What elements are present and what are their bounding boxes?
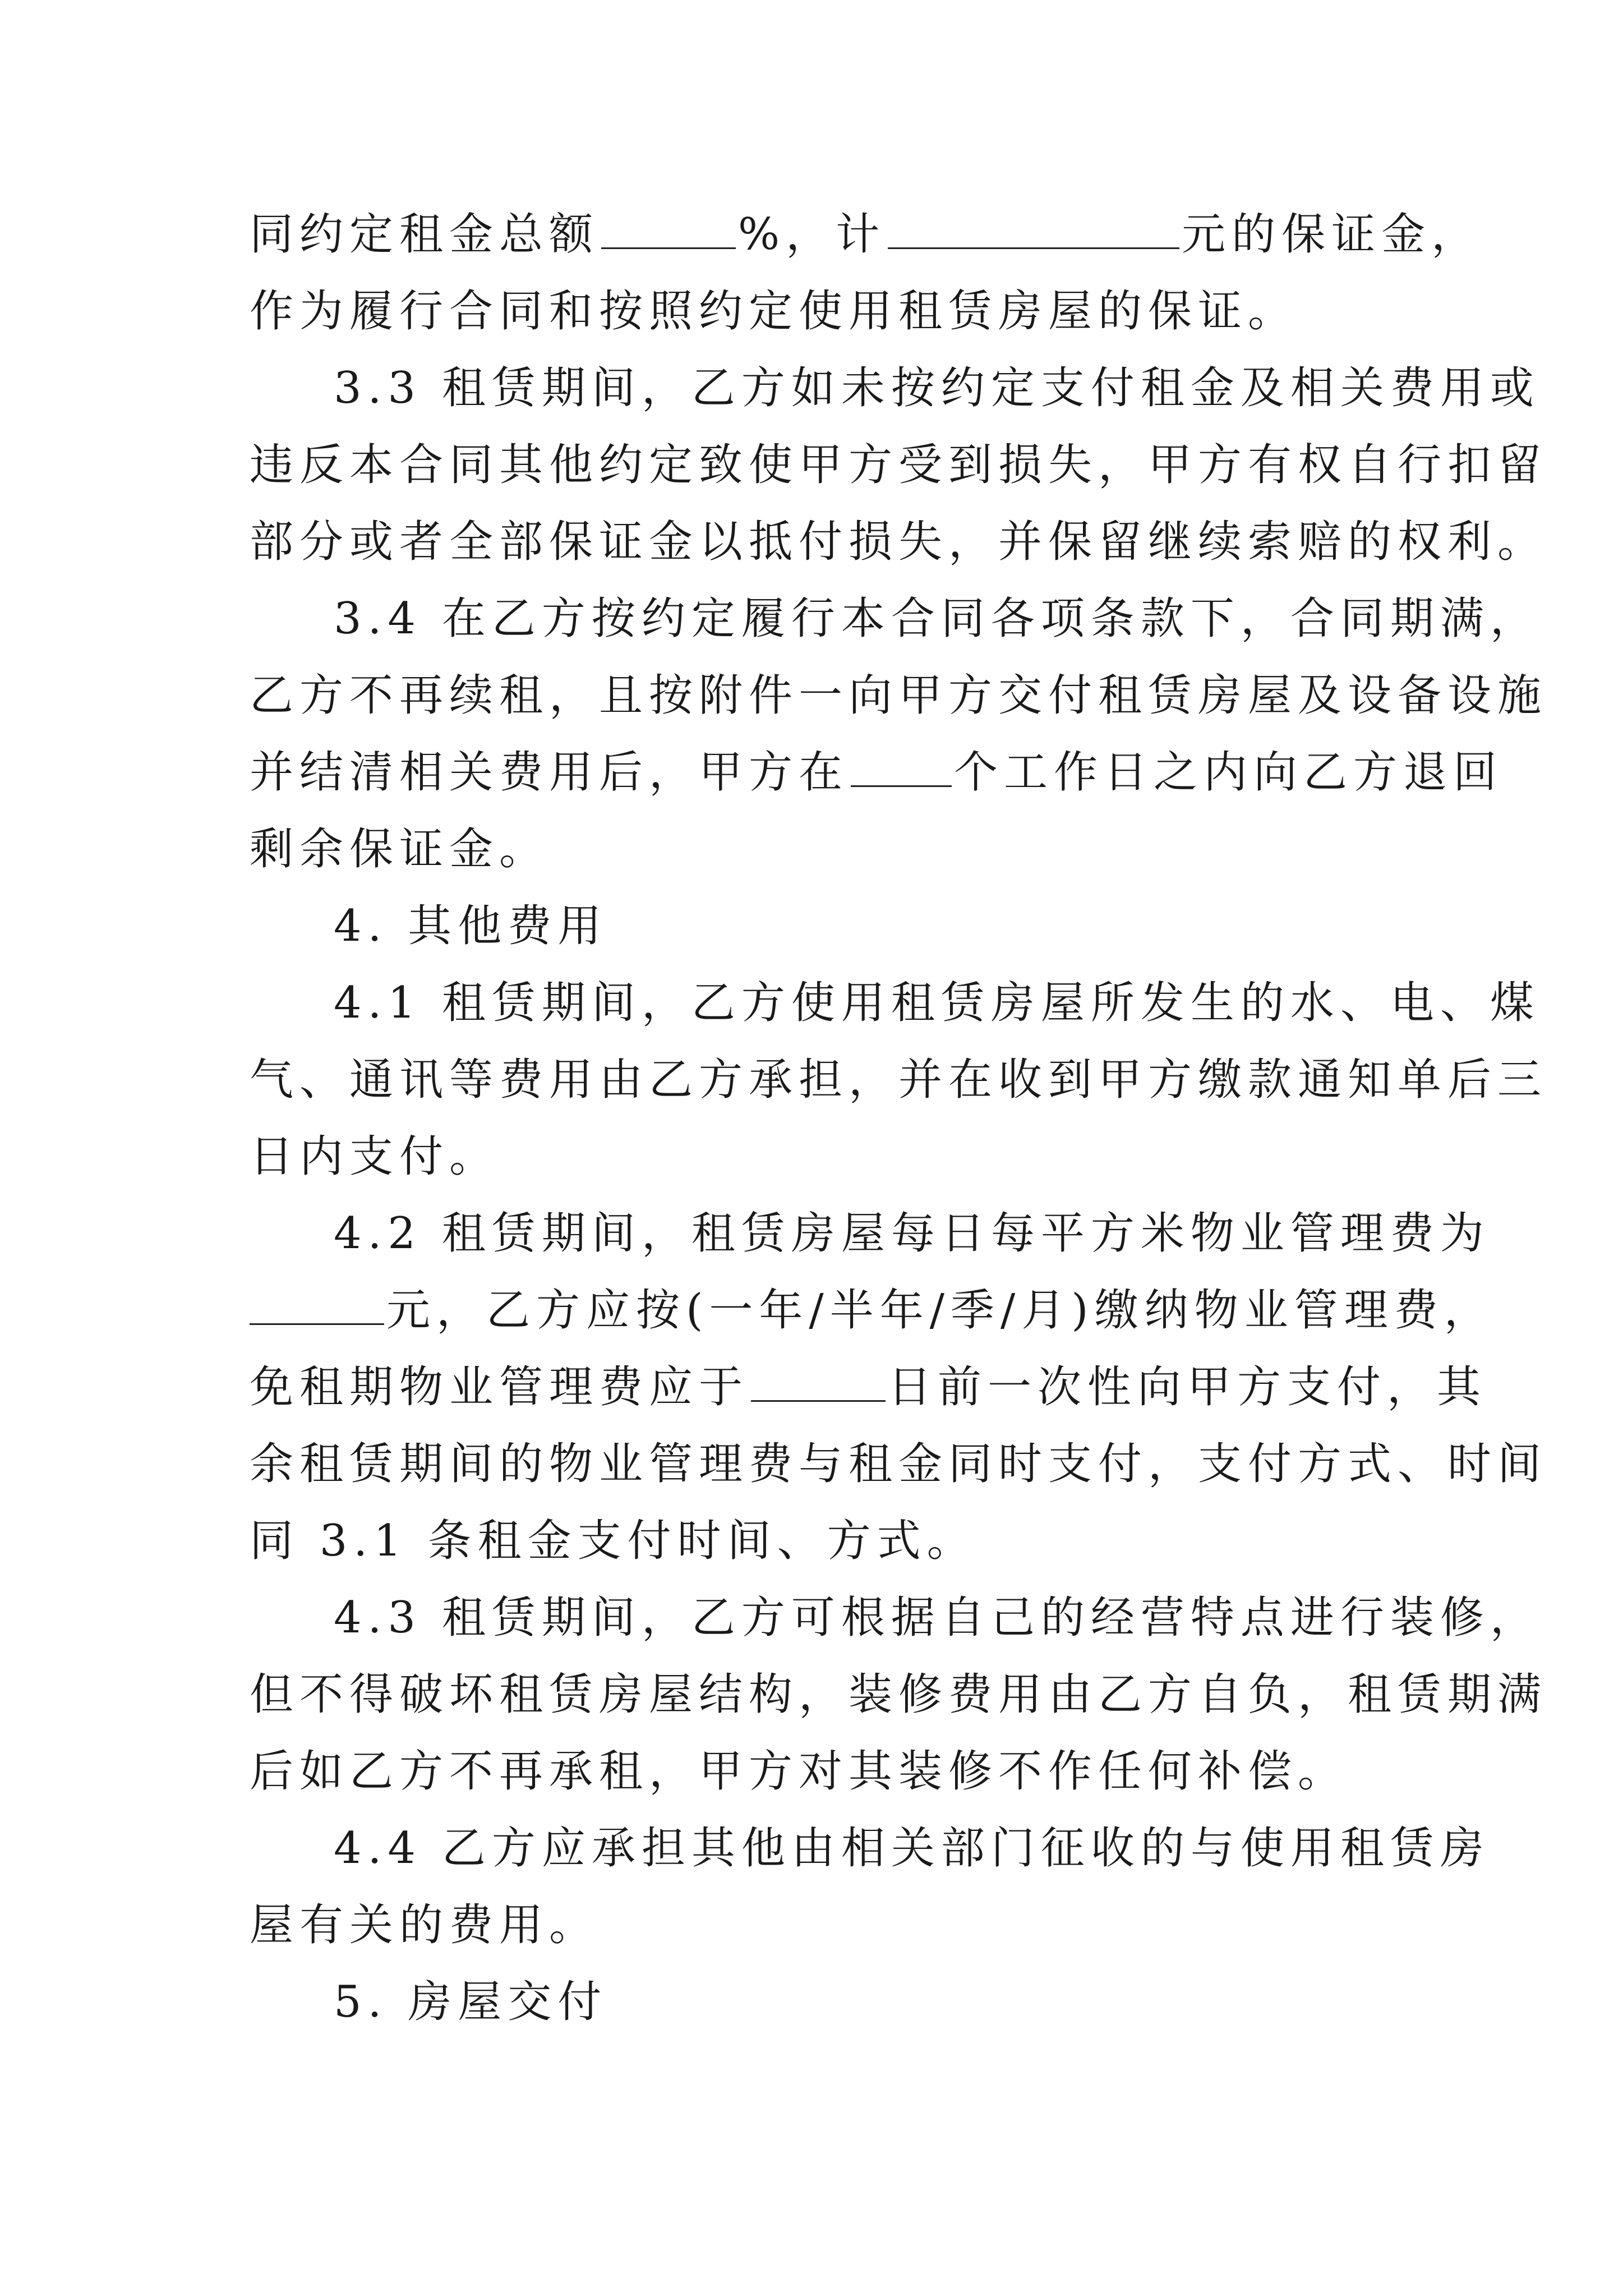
clause-4-3: 4.3 租赁期间，乙方可根据自己的经营特点进行装修， [334, 1593, 1540, 1643]
text-line: 气、通讯等费用由乙方承担，并在收到甲方缴款通知单后三 [250, 1055, 1548, 1105]
text-line: 日内支付。 [250, 1131, 500, 1182]
text-line [250, 1272, 1494, 1349]
text-segment: 日前一次性向甲方支付，其 [888, 1362, 1487, 1412]
text-segment: 同约定租金总额 [250, 209, 600, 260]
clause-4-2: 4.2 租赁期间，租赁房屋每日每平方米物业管理费为 [334, 1208, 1490, 1259]
text-segment: 元，乙方应按(一年/半年/季/月)缴纳物业管理费， [386, 1285, 1494, 1336]
text-line [250, 734, 1504, 811]
clause-3-3: 3.3 租赁期间，乙方如未按约定支付租金及相关费用或 [334, 363, 1540, 413]
section-heading-5: 5. 房屋交付 [334, 1977, 608, 2027]
text-line: 同 3.1 条租金支付时间、方式。 [250, 1516, 977, 1566]
clause-3-4: 3.4 在乙方按约定履行本合同各项条款下，合同期满， [334, 593, 1540, 644]
text-segment: 个工作日之内向乙方退回 [954, 747, 1504, 798]
text-line: 后如乙方不再承租，甲方对其装修不作任何补偿。 [250, 1746, 1348, 1797]
fill-in-blank [250, 1289, 384, 1325]
fill-in-blank [601, 213, 736, 249]
text-line: 屋有关的费用。 [250, 1900, 600, 1950]
text-line: 余租赁期间的物业管理费与租金同时支付，支付方式、时间 [250, 1439, 1548, 1489]
text-line: 部分或者全部保证金以抵付损失，并保留继续索赔的权利。 [250, 517, 1548, 567]
clause-4-4: 4.4 乙方应承担其他由相关部门征收的与使用租赁房 [334, 1823, 1490, 1874]
fill-in-blank [751, 1365, 886, 1402]
text-segment: 免租期物业管理费应于 [250, 1362, 749, 1412]
fill-in-blank [851, 751, 952, 787]
text-line [250, 1349, 1487, 1426]
text-segment: %，计 [738, 209, 886, 260]
text-line: 乙方不再续租，且按附件一向甲方交付租赁房屋及设备设施 [250, 670, 1548, 721]
text-line: 违反本合同其他约定致使甲方受到损失，甲方有权自行扣留 [250, 440, 1548, 490]
fill-in-blank [888, 213, 1179, 249]
text-line: 但不得破坏租赁房屋结构，装修费用由乙方自负，租赁期满 [250, 1669, 1548, 1720]
text-line [250, 196, 1482, 273]
clause-4-1: 4.1 租赁期间，乙方使用租赁房屋所发生的水、电、煤 [334, 978, 1540, 1028]
text-line: 剩余保证金。 [250, 824, 550, 875]
section-heading-4: 4. 其他费用 [334, 901, 608, 951]
text-line: 作为履行合同和按照约定使用租赁房屋的保证。 [250, 286, 1298, 337]
text-segment: 并结清相关费用后，甲方在 [250, 747, 849, 798]
text-segment: 元的保证金， [1182, 209, 1482, 260]
document-body [250, 196, 1548, 2041]
